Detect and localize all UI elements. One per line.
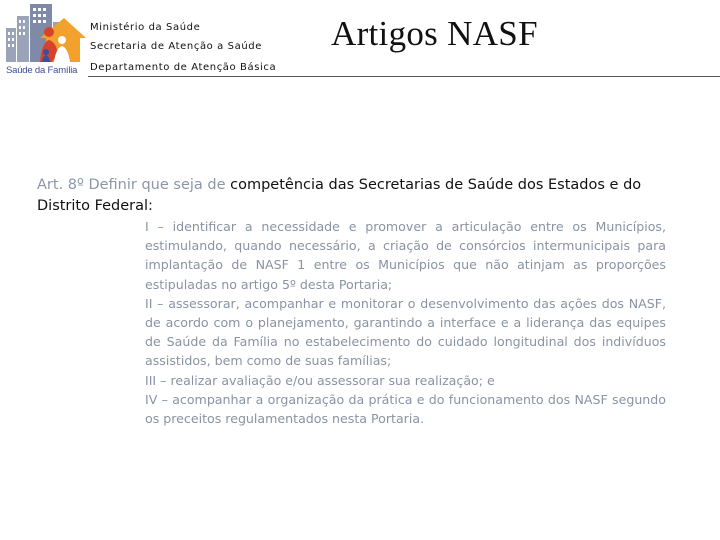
article-items bbox=[145, 217, 666, 428]
article-heading bbox=[37, 175, 667, 217]
list-item: I – identificar a necessidade e promover a articulação entre os Municípios, estimulando, quando necessário, a criação de consórcios intermunicipais para implantação de NASF 1 entre os Municípios que não atinjam as proporções estipuladas no artigo 5º desta Portaria; bbox=[145, 219, 666, 292]
article-number-faded: Art. 8º Definir que seja de bbox=[37, 177, 226, 193]
header-divider bbox=[88, 76, 720, 77]
list-item: II – assessorar, acompanhar e monitorar o desenvolvimento das ações dos NASF, de acordo com o planejamento, garantindo a interface e a liderança das equipes de Saúde da Família no estabelecimento do cuidado longitudinal dos indivíduos assistidos, bem como de suas famílias; bbox=[145, 295, 666, 369]
saude-da-familia-logo bbox=[2, 2, 86, 78]
list-item: IV – acompanhar a organização da prática e do funcionamento dos NASF segundo os preceitos regulamentados nesta Portaria. bbox=[145, 391, 666, 427]
list-item: III – realizar avaliação e/ou assessorar sua realização; e bbox=[145, 372, 495, 388]
secretariat-name: Secretaria de Atenção a Saúde bbox=[90, 41, 262, 52]
logo-caption: Saúde da Família bbox=[6, 65, 78, 76]
ministry-name: Ministério da Saúde bbox=[90, 22, 201, 33]
page-title: Artigos NASF bbox=[331, 14, 538, 53]
department-name: Departamento de Atenção Básica bbox=[90, 62, 277, 73]
article-heading-text: competência das Secretarias de Saúde dos Estados e do Distrito Federal: bbox=[37, 177, 642, 214]
logo-graphic bbox=[2, 2, 86, 64]
